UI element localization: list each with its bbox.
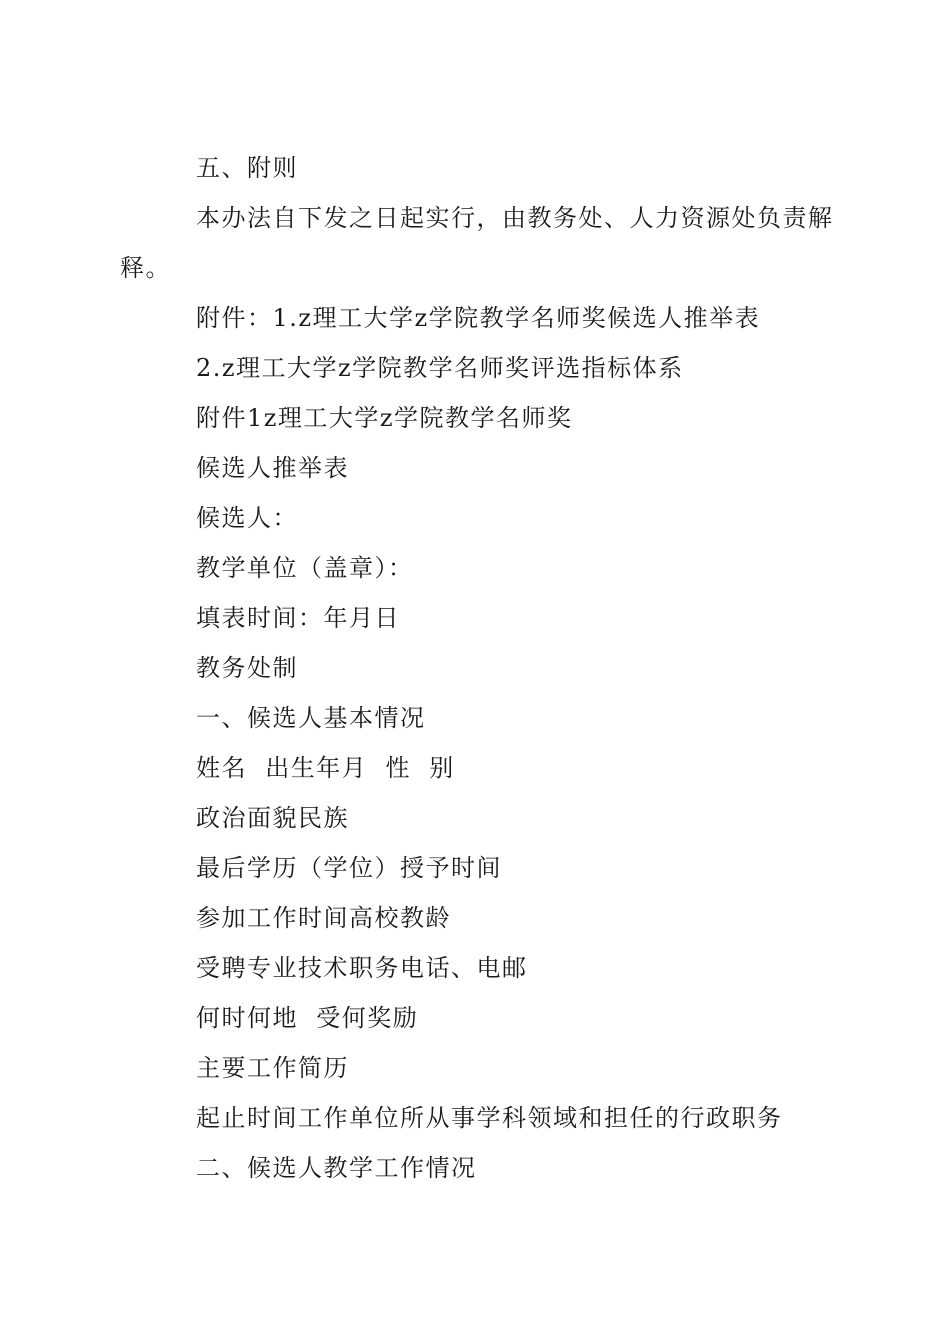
form-row-resume-columns: 起止时间工作单位所从事学科领域和担任的行政职务 <box>196 1104 783 1132</box>
candidate-label: 候选人： <box>196 504 298 532</box>
attachment-subtitle: 候选人推举表 <box>196 454 349 482</box>
fill-date-label: 填表时间：年月日 <box>196 604 400 632</box>
teaching-unit-label: 教学单位（盖章）： <box>196 554 414 582</box>
section-heading-basic-info: 一、候选人基本情况 <box>196 704 426 732</box>
paragraph-line: 本办法自下发之日起实行，由教务处、人力资源处负责解 <box>196 204 834 232</box>
form-row-work-start: 参加工作时间高校教龄 <box>196 904 451 932</box>
section-heading-supplementary: 五、附则 <box>196 154 298 182</box>
form-row-education: 最后学历（学位）授予时间 <box>196 854 502 882</box>
attachment-item-1: 附件：1.z理工大学z学院教学名师奖候选人推举表 <box>196 304 761 332</box>
form-row-title-contact: 受聘专业技术职务电话、电邮 <box>196 954 528 982</box>
attachment-title: 附件1z理工大学z学院教学名师奖 <box>196 404 573 432</box>
form-row-resume: 主要工作简历 <box>196 1054 349 1082</box>
issuer-label: 教务处制 <box>196 654 298 682</box>
form-row-political: 政治面貌民族 <box>196 804 349 832</box>
form-row-awards: 何时何地 受何奖励 <box>196 1004 419 1032</box>
attachment-item-2: 2.z理工大学z学院教学名师奖评选指标体系 <box>196 354 684 382</box>
form-row-name: 姓名 出生年月 性 别 <box>196 754 455 782</box>
paragraph-line-continued: 释。 <box>120 254 171 282</box>
section-heading-teaching: 二、候选人教学工作情况 <box>196 1154 477 1182</box>
